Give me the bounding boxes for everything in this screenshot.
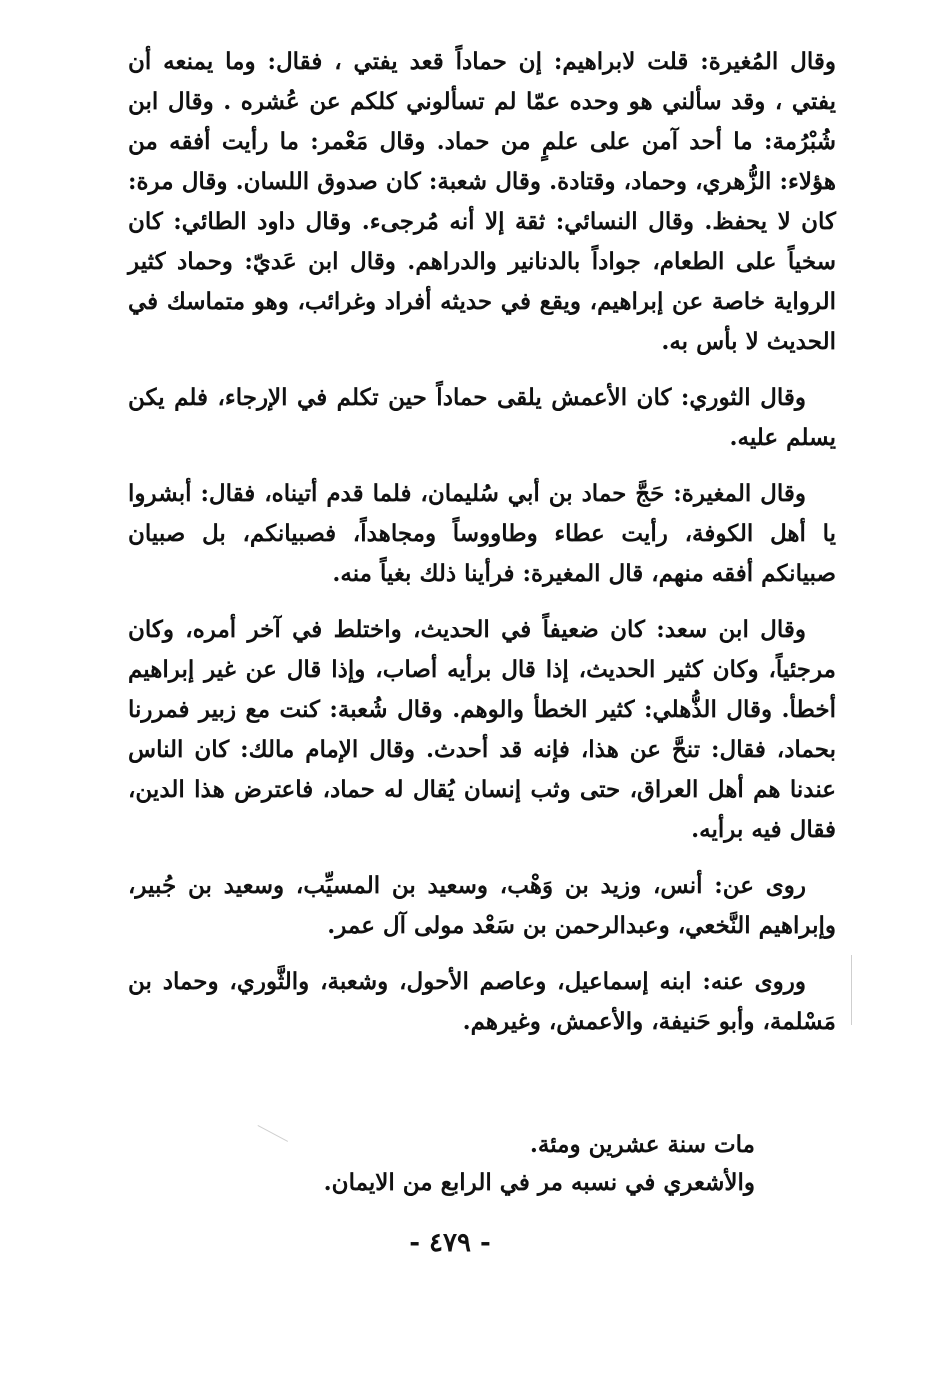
closing-notes — [235, 1126, 755, 1202]
paragraph-narrated-by: وروى عنه: ابنه إسماعيل، وعاصم الأحول، وشعبة، والثَّوري، وحماد بن مَسْلمة، وأبو حَنيفة، والأعمش، وغيرهم. — [128, 968, 836, 1035]
page-number: - ٤٧٩ - — [409, 1228, 491, 1258]
paragraph-ibn-saad: وقال ابن سعد: كان ضعيفاً في الحديث، واختلط في آخر أمره، وكان مرجئياً، وكان كثير الحديث، إذا قال برأيه أصاب، وإذا قال عن غير إبراهيم أخطأ. وقال الذُّهلي: كثير الخطأ والوهم. وقال شُعبة: كنت مع زبير فمررنا بحماد، فقال: تنحَّ عن هذا، فإنه قد أحدث. وقال الإمام مالك: كان الناس عندنا هم أهل العراق، حتى وثب إنسان يُقال له حماد، فاعترض هذا الدين، فقال فيه برأيه. — [128, 616, 836, 843]
paragraph-narrated-from: روى عن: أنس، وزيد بن وَهْب، وسعيد بن المسيِّب، وسعيد بن جُبير، وإبراهيم النَّخعي، وعبدالرحمن بن سَعْد مولى آل عمر. — [128, 872, 836, 939]
ashari-note-line: والأشعري في نسبه مر في الرابع من الايمان. — [323, 1169, 755, 1196]
paragraph-mughira-hajj: وقال المغيرة: حَجَّ حماد بن أبي سُليمان، فلما قدم أتيناه، فقال: أبشروا يا أهل الكوفة، رأيت عطاء وطاووساً ومجاهداً، فصبيانكم، بل صبيان صبيانكم أفقه منهم، قال المغيرة: فرأينا ذلك بغياً منه. — [128, 480, 836, 587]
scan-artifact-line — [851, 955, 852, 1025]
paragraph-thawri: وقال الثوري: كان الأعمش يلقى حماداً حين تكلم في الإرجاء، فلم يكن يسلم عليه. — [128, 384, 836, 451]
main-text — [128, 42, 836, 1058]
death-year-line: مات سنة عشرين ومئة. — [529, 1131, 755, 1158]
paragraph-mughira-hammad: وقال المُغيرة: قلت لابراهيم: إن حماداً قعد يفتي ، فقال: وما يمنعه أن يفتي ، وقد سألني هو وحده عمّا لم تسألوني كلكم عن عُشره . وقال ابن شُبْرُمة: ما أحد آمن على علمٍ من حماد. وقال مَعْمر: ما رأيت أفقه من هؤلاء: الزُّهري، وحماد، وقتادة. وقال شعبة: كان صدوق اللسان. وقال مرة: كان لا يحفظ. وقال النسائي: ثقة إلا أنه مُرجىء. وقال داود الطائي: كان سخياً على الطعام، جواداً بالدنانير والدراهم. وقال ابن عَديّ: وحماد كثير الرواية خاصة عن إبراهيم، ويقع في حديثه أفراد وغرائب، وهو متماسك في الحديث لا بأس به. — [128, 48, 836, 355]
